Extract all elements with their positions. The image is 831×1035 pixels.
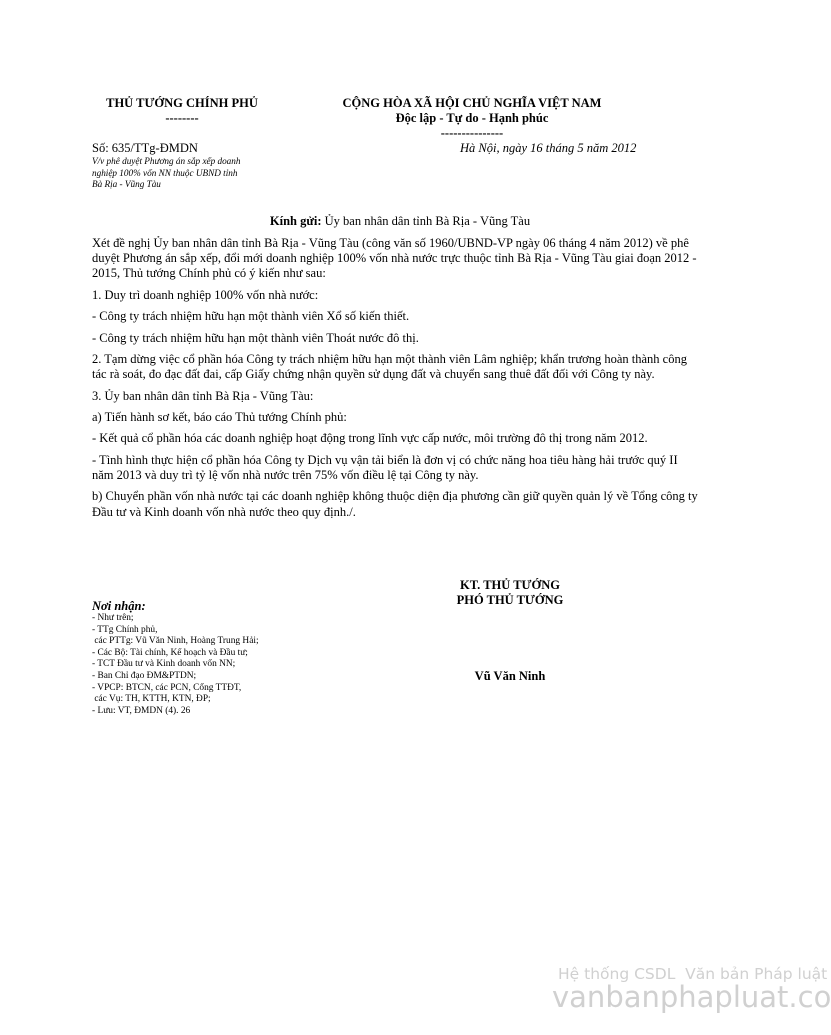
issuing-authority: THỦ TƯỚNG CHÍNH PHỦ — [106, 96, 258, 110]
subject-summary — [92, 156, 292, 191]
subject-line: Bà Rịa - Vũng Tàu — [92, 179, 161, 189]
body-paragraph: 2. Tạm dừng việc cổ phần hóa Công ty trách nhiệm hữu hạn một thành viên Lâm nghiệp; khẩn trương hoàn thành công tác rà soát, đo đạc đất đai, cấp Giấy chứng nhận quyền sử dụng đất và chuyển sang thuê đất đối với Công ty này. — [92, 351, 687, 382]
country-name: CỘNG HÒA XÃ HỘI CHỦ NGHĨA VIỆT NAM — [342, 96, 602, 110]
subject-line: V/v phê duyệt Phương án sắp xếp doanh — [92, 156, 241, 166]
subject-line: nghiệp 100% vốn NN thuộc UBND tỉnh — [92, 167, 238, 178]
recipient-item: các PTTg: Vũ Văn Ninh, Hoàng Trung Hải; — [92, 636, 259, 647]
document-body — [92, 236, 702, 526]
document-number: Số: 635/TTg-ĐMDN — [92, 141, 198, 155]
signature-title: KT. THỦ TƯỚNG — [460, 578, 560, 592]
issue-date: Hà Nội, ngày 16 tháng 5 năm 2012 — [460, 141, 637, 155]
motto-separator: --------------- — [440, 126, 504, 140]
recipient-item: - TCT Đầu tư và Kinh doanh vốn NN; — [92, 659, 236, 670]
body-paragraph: - Kết quả cổ phần hóa các doanh nghiệp hoạt động trong lĩnh vực cấp nước, môi trường đô thị trong năm 2012. — [92, 431, 648, 446]
recipient-item: các Vụ: TH, KTTH, KTN, ĐP; — [92, 694, 211, 705]
body-paragraph: 1. Duy trì doanh nghiệp 100% vốn nhà nước: — [92, 287, 319, 302]
body-paragraph: 3. Ủy ban nhân dân tỉnh Bà Rịa - Vũng Tàu: — [92, 388, 314, 403]
signature-position: PHÓ THỦ TƯỚNG — [456, 593, 564, 607]
recipient-item: - TTg Chính phủ, — [92, 624, 158, 635]
authority-separator: -------- — [165, 111, 199, 125]
national-motto: Độc lập - Tự do - Hạnh phúc — [395, 111, 549, 125]
signer-name: Vũ Văn Ninh — [474, 669, 546, 683]
issuing-authority-block — [82, 96, 282, 126]
recipient-item: - Lưu: VT, ĐMDN (4). 26 — [92, 705, 191, 716]
recipient-item: - Ban Chỉ đạo ĐM&PTDN; — [92, 670, 197, 681]
recipient-name: Ủy ban nhân dân tỉnh Bà Rịa - Vũng Tàu — [321, 214, 531, 228]
body-paragraph: - Tình hình thực hiện cổ phần hóa Công ty Dịch vụ vận tải biển là đơn vị có chức năng hoa tiêu hàng hải trước quý II năm 2013 và duy trì tỷ lệ vốn nhà nước trên 75% vốn điều lệ tại Công ty này. — [92, 452, 678, 482]
recipient-item: - VPCP: BTCN, các PCN, Cổng TTĐT, — [92, 682, 242, 693]
watermark-caption: Hệ thống CSDL Văn bản Pháp luật — [558, 965, 828, 983]
body-paragraph: a) Tiến hành sơ kết, báo cáo Thủ tướng Chính phủ: — [92, 409, 347, 424]
recipients-list — [92, 613, 352, 717]
recipient-item: - Như trên; — [92, 613, 134, 623]
recipients-title: Nơi nhận: — [92, 599, 146, 613]
recipient-item: - Các Bộ: Tài chính, Kế hoạch và Đầu tư; — [92, 647, 248, 658]
national-heading-block — [322, 96, 622, 141]
body-paragraph: b) Chuyển phần vốn nhà nước tại các doanh nghiệp không thuộc diện địa phương cần giữ quyền quản lý về Tổng công ty Đầu tư và Kinh doanh vốn nhà nước theo quy định./. — [92, 489, 698, 519]
recipient-label: Kính gửi: — [269, 214, 322, 228]
body-paragraph: - Công ty trách nhiệm hữu hạn một thành viên Thoát nước đô thị. — [92, 330, 419, 345]
recipient-line — [0, 214, 800, 229]
watermark-site: vanbanphapluat.co — [552, 980, 831, 1014]
body-paragraph: - Công ty trách nhiệm hữu hạn một thành viên Xổ số kiến thiết. — [92, 309, 410, 324]
body-paragraph: Xét đề nghị Ủy ban nhân dân tỉnh Bà Rịa - Vũng Tàu (công văn số 1960/UBND-VP ngày 06 tháng 4 năm 2012) về phê duyệt Phương án sắp xếp, đổi mới doanh nghiệp 100% vốn nhà nước trực thuộc tỉnh Bà Rịa - Vũng Tàu giai đoạn 2012 - 2015, Thủ tướng Chính phủ có ý kiến như sau: — [92, 236, 697, 281]
signature-block — [410, 578, 610, 608]
